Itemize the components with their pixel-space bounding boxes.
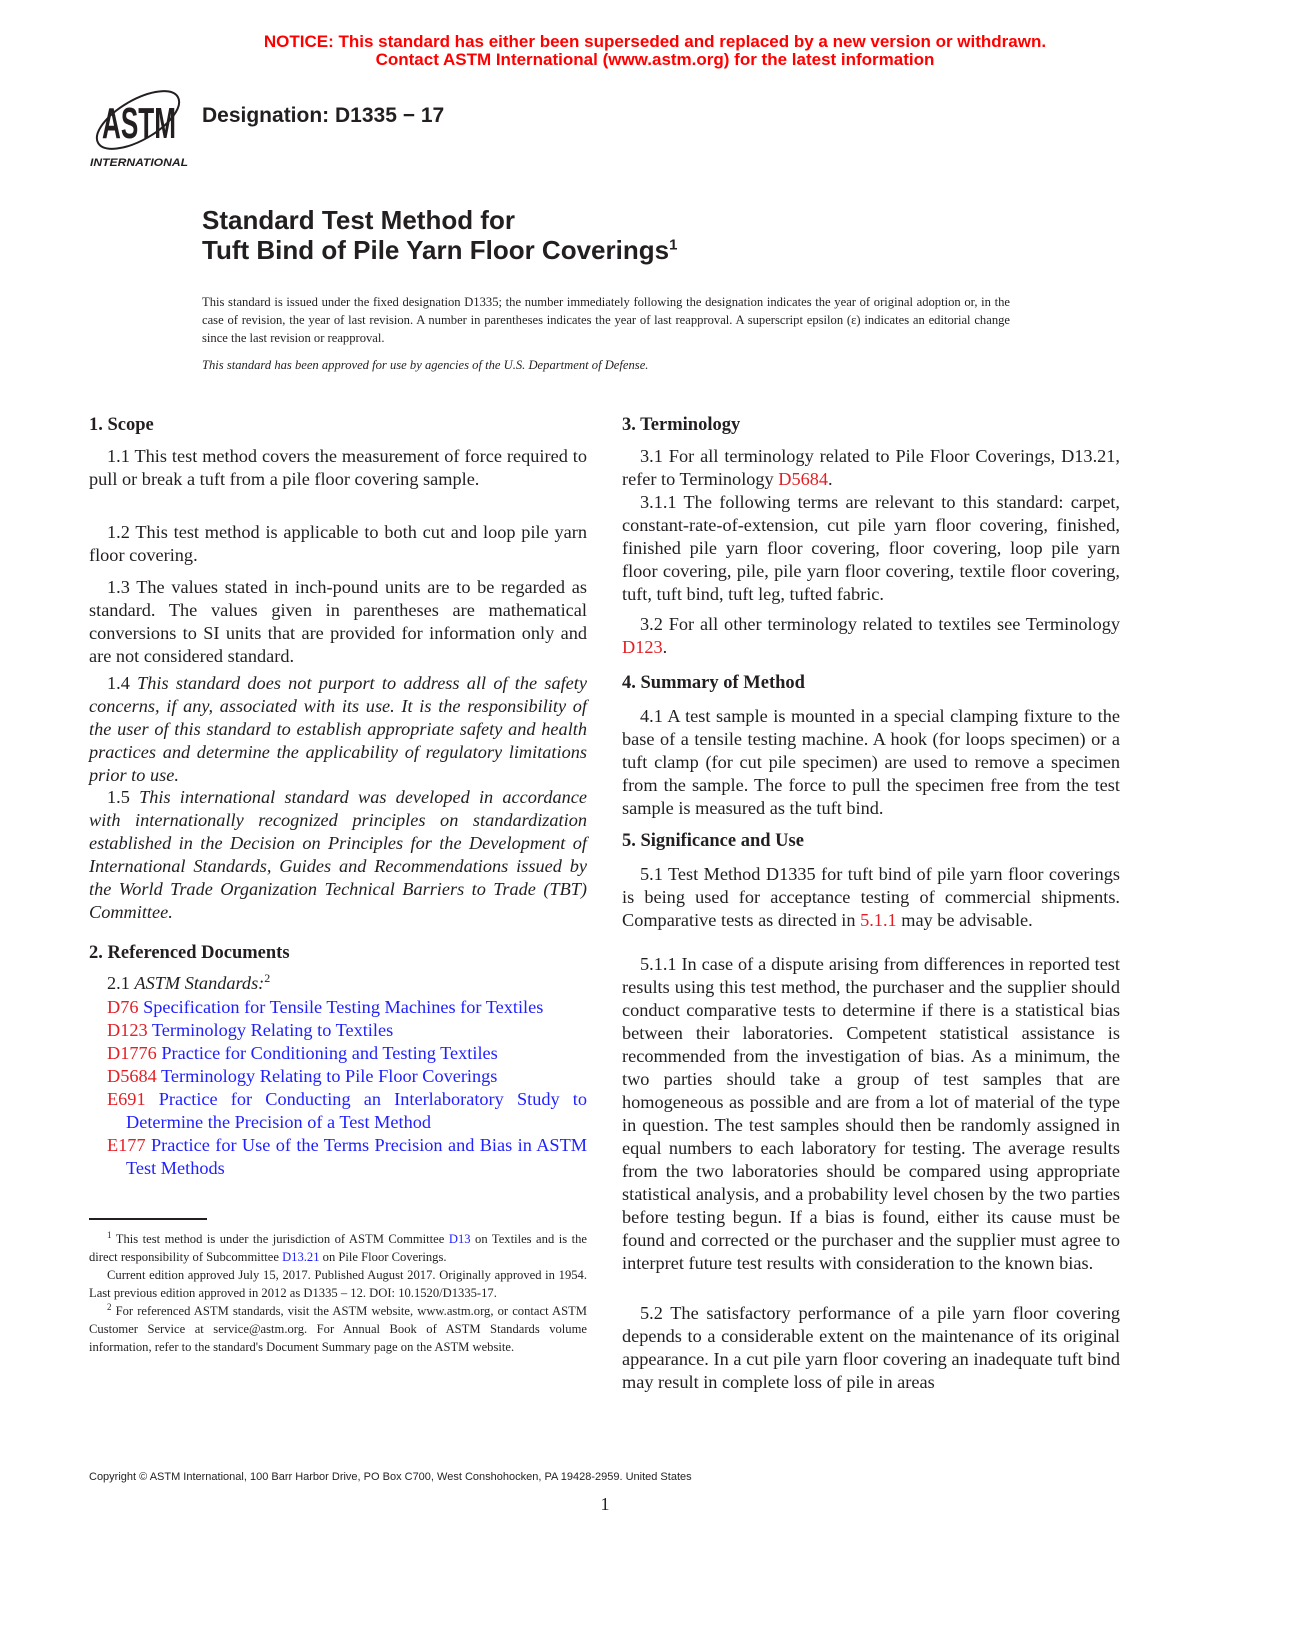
safety-caveat: This standard does not purport to address all of the safety concerns, if any, associated with its use. It is the responsibility of the user of this standard to establish appropriate safety and health practices and determine the applicability of regulatory limitations prior to use. — [89, 673, 587, 785]
para-3-1 — [622, 445, 1120, 491]
heading-terminology: 3. Terminology — [622, 415, 741, 435]
footnote-mark: 1 — [107, 1229, 112, 1240]
reference-title[interactable]: Practice for Conditioning and Testing Textiles — [161, 1043, 498, 1063]
para-text: 3.1 For all terminology related to Pile Floor Coverings, D13.21, refer to Terminology — [622, 446, 1120, 489]
footnotes — [89, 1230, 587, 1356]
heading-significance: 5. Significance and Use — [622, 831, 804, 851]
heading-scope: 1. Scope — [89, 415, 154, 435]
reference-item[interactable] — [89, 1042, 587, 1065]
reference-item[interactable] — [89, 1065, 587, 1088]
footnote-text: For referenced ASTM standards, visit the ASTM website, www.astm.org, or contact ASTM Customer Service at service@astm.org. For Annual Book of ASTM Standards volume information, refer to the standard's Document Summary page on the ASTM website. — [89, 1304, 587, 1354]
para-number: 2.1 — [107, 973, 130, 993]
svg-text:ASTM: ASTM — [102, 99, 176, 148]
para-1-1: 1.1 This test method covers the measurement of force required to pull or break a tuft from a pile floor covering sample. — [89, 446, 587, 489]
title-footnote-mark[interactable]: 1 — [669, 236, 678, 254]
footnote-text: on Pile Floor Coverings. — [319, 1250, 447, 1264]
para-text: may be advisable. — [896, 910, 1033, 930]
footnote-mark: 2 — [107, 1301, 112, 1312]
reference-title[interactable]: Practice for Conducting an Interlaboratory Study to Determine the Precision of a Test Method — [126, 1089, 587, 1132]
para-5-2: 5.2 The satisfactory performance of a pile yarn floor covering depends to a considerable extent on the maintenance of its original appearance. In a cut pile yarn floor covering an inadequate tuft bind may result in complete loss of pile in areas — [622, 1303, 1120, 1392]
para-1-4 — [89, 672, 587, 787]
reference-title[interactable]: Terminology Relating to Pile Floor Coverings — [161, 1066, 498, 1086]
copyright: Copyright © ASTM International, 100 Barr Harbor Drive, PO Box C700, West Conshohocken, PA 19428-2959. United States — [89, 1471, 692, 1483]
reference-code[interactable]: D5684 — [107, 1066, 157, 1086]
footnote-1 — [89, 1230, 587, 1266]
footnote-2 — [89, 1302, 587, 1356]
reference-code[interactable]: E691 — [107, 1089, 146, 1109]
para-text: 5.1 Test Method D1335 for tuft bind of pile yarn floor coverings is being used for acceptance testing of commercial shipments. Comparative tests as directed in — [622, 864, 1120, 930]
para-1-3: 1.3 The values stated in inch-pound units are to be regarded as standard. The values given in parentheses are mathematical conversions to SI units that are provided for information only and are not considered standard. — [89, 577, 587, 666]
heading-summary: 4. Summary of Method — [622, 673, 805, 693]
reference-code[interactable]: D123 — [107, 1020, 148, 1040]
para-5-1 — [622, 863, 1120, 932]
para-3-2 — [622, 613, 1120, 659]
d5684-link[interactable]: D5684 — [778, 469, 829, 489]
notice-line-1: NOTICE: This standard has either been superseded and replaced by a new version or withdrawn. — [263, 32, 1047, 51]
section-5-1-1-link[interactable]: 5.1.1 — [860, 910, 897, 930]
heading-referenced-documents: 2. Referenced Documents — [89, 943, 290, 963]
footnote-1-edition: Current edition approved July 15, 2017. Published August 2017. Originally approved in 1954. Last previous edition approved in 2012 as D1335 – 12. DOI: 10.1520/D1335-17. — [89, 1268, 587, 1300]
committee-link[interactable]: D13 — [448, 1232, 471, 1246]
page-number: 1 — [600, 1494, 610, 1514]
dod-note: This standard has been approved for use by agencies of the U.S. Department of Defense. — [202, 358, 649, 372]
footnote-mark[interactable]: 2 — [264, 970, 271, 985]
reference-list — [89, 996, 587, 1180]
para-text: . — [828, 469, 833, 489]
para-3-1-1: 3.1.1 The following terms are relevant to this standard: carpet, constant-rate-of-extension, cut pile yarn floor covering, finished, finished pile yarn floor covering, floor covering, loop pile yarn floor covering, pile, pile yarn floor covering, textile floor covering, tuft, tuft bind, tuft leg, tufted fabric. — [622, 492, 1120, 604]
title-line-2 — [202, 235, 677, 265]
reference-item[interactable] — [89, 1019, 587, 1042]
astm-logo — [88, 80, 190, 172]
para-number: 1.4 — [107, 673, 130, 693]
para-4-1: 4.1 A test sample is mounted in a special clamping fixture to the base of a tensile testing machine. A hook (for loops specimen) or a tuft clamp (for cut pile specimen) are used to remove a specimen from the sample. The force to pull the specimen free from the test sample is measured as the tuft bind. — [622, 706, 1120, 818]
reference-item[interactable] — [89, 996, 587, 1019]
reference-code[interactable]: E177 — [107, 1135, 146, 1155]
reference-code[interactable]: D76 — [107, 997, 139, 1017]
d123-link[interactable]: D123 — [622, 637, 663, 657]
para-1-2: 1.2 This test method is applicable to both cut and loop pile yarn floor covering. — [89, 522, 587, 565]
svg-text:INTERNATIONAL: INTERNATIONAL — [90, 157, 189, 169]
reference-item[interactable] — [89, 1088, 587, 1134]
reference-title[interactable]: Specification for Tensile Testing Machines for Textiles — [143, 997, 544, 1017]
footnote-divider — [89, 1218, 207, 1220]
astm-standards-label: ASTM Standards: — [134, 973, 265, 993]
footnote-text: on Textiles and is the direct responsibility of Subcommittee — [89, 1232, 587, 1264]
para-text: . — [662, 637, 668, 657]
notice-line-2: Contact ASTM International (www.astm.org) for the latest information — [375, 50, 935, 69]
preamble: This standard is issued under the fixed designation D1335; the number immediately following the designation indicates the year of original adoption or, in the case of revision, the year of last revision. A number in parentheses indicates the year of last reapproval. A superscript epsilon (ε) indicates an editorial change since the last revision or reapproval. — [202, 295, 1010, 345]
para-1-5 — [89, 786, 587, 924]
footnote-text: This test method is under the jurisdiction of ASTM Committee — [111, 1232, 449, 1246]
title-line-1: Standard Test Method for — [202, 205, 515, 235]
reference-item[interactable] — [89, 1134, 587, 1180]
title-text: Tuft Bind of Pile Yarn Floor Coverings — [202, 235, 670, 265]
para-text: 3.2 For all other terminology related to textiles see Terminology — [640, 614, 1120, 634]
subcommittee-link[interactable]: D13.21 — [282, 1250, 320, 1264]
wto-statement: This international standard was developed in accordance with internationally recognized principles on standardization established in the Decision on Principles for the Development of International Standards, Guides and Recommendations issued by the World Trade Organization Technical Barriers to Trade (TBT) Committee. — [89, 787, 587, 922]
para-number: 1.5 — [107, 787, 130, 807]
reference-code[interactable]: D1776 — [107, 1043, 157, 1063]
designation: Designation: D1335 − 17 — [202, 104, 445, 127]
para-5-1-1: 5.1.1 In case of a dispute arising from differences in reported test results using this test method, the purchaser and the supplier should conduct comparative tests to determine if there is a statistical bias between their laboratories. Competent statistical assistance is recommended from the investigation of bias. As a minimum, the two parties should take a group of test samples that are homogeneous as possible and are from a lot of material of the type in question. The test samples should then be randomly assigned in equal numbers to each laboratory for testing. The average results from the two laboratories should be compared using appropriate statistical analysis, and a probability level chosen by the two parties before testing begun. If a bias is found, either its cause must be found and corrected or the purchaser and the supplier must agree to interpret future test results with consideration to the known bias. — [622, 954, 1120, 1273]
reference-title[interactable]: Practice for Use of the Terms Precision and Bias in ASTM Test Methods — [126, 1135, 587, 1178]
para-2-1 — [89, 972, 587, 995]
reference-title[interactable]: Terminology Relating to Textiles — [151, 1020, 394, 1040]
